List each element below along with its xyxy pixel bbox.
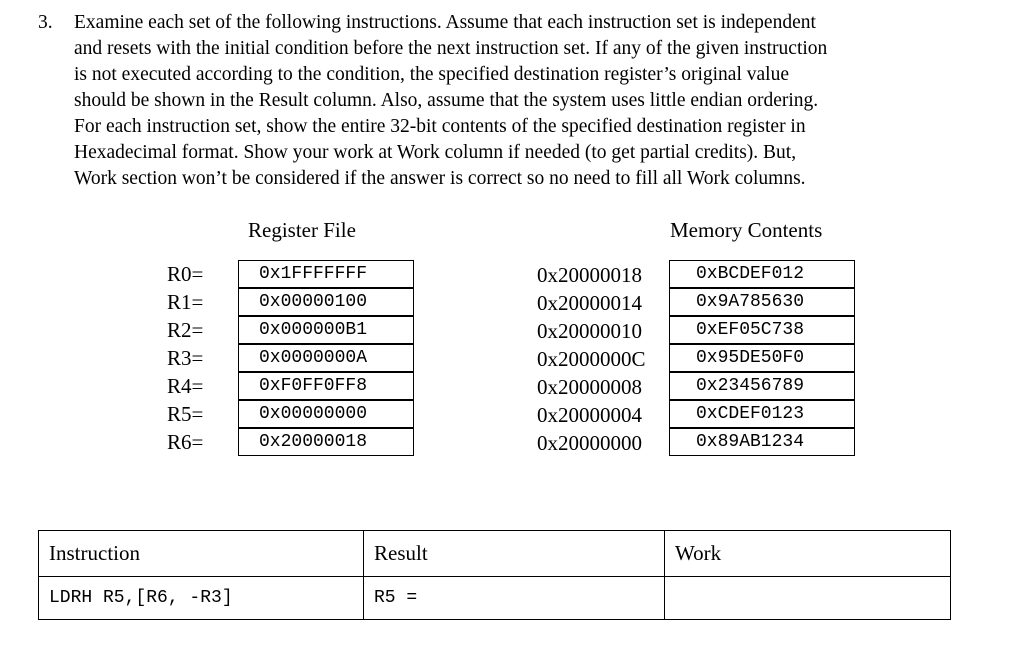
register-label-r2: R2=	[167, 318, 204, 342]
register-value-r1: 0x00000100	[238, 288, 414, 316]
memory-address: 0x2000000C	[537, 347, 646, 371]
question-number: 3.	[38, 12, 53, 33]
question-text	[74, 10, 984, 192]
memory-address: 0x20000010	[537, 319, 642, 343]
memory-address: 0x20000014	[537, 291, 642, 315]
column-header-result: Result	[364, 531, 665, 577]
memory-address: 0x20000004	[537, 403, 642, 427]
register-label-r6: R6=	[167, 430, 204, 454]
register-value-r6: 0x20000018	[238, 428, 414, 456]
memory-value: 0x95DE50F0	[669, 344, 855, 372]
register-value-r4: 0xF0FF0FF8	[238, 372, 414, 400]
register-label-r5: R5=	[167, 402, 204, 426]
register-value-r0: 0x1FFFFFFF	[238, 260, 414, 288]
instruction-cell: LDRH R5,[R6, -R3]	[39, 577, 364, 620]
register-value-r2: 0x000000B1	[238, 316, 414, 344]
register-label-r4: R4=	[167, 374, 204, 398]
table-row	[39, 577, 951, 620]
memory-address: 0x20000008	[537, 375, 642, 399]
answer-table	[38, 530, 951, 620]
memory-address: 0x20000000	[537, 431, 642, 455]
question-line: should be shown in the Result column. Also, assume that the system uses little endian ordering.	[74, 90, 819, 111]
register-label-r1: R1=	[167, 290, 204, 314]
memory-value: 0xEF05C738	[669, 316, 855, 344]
register-label-r0: R0=	[167, 262, 204, 286]
column-header-instruction: Instruction	[39, 531, 364, 577]
question-line: Work section won’t be considered if the answer is correct so no need to fill all Work columns.	[74, 168, 806, 189]
question-line: For each instruction set, show the entire 32-bit contents of the specified destination register in	[74, 116, 806, 137]
question-line: and resets with the initial condition before the next instruction set. If any of the given instruction	[74, 38, 828, 59]
memory-value: 0x23456789	[669, 372, 855, 400]
memory-value: 0xBCDEF012	[669, 260, 855, 288]
table-header-row	[39, 531, 951, 577]
question-line: is not executed according to the condition, the specified destination register’s original value	[74, 64, 789, 85]
work-cell[interactable]	[665, 577, 951, 620]
memory-contents-heading: Memory Contents	[670, 218, 823, 242]
memory-address: 0x20000018	[537, 263, 642, 287]
register-label-r3: R3=	[167, 346, 204, 370]
memory-value: 0x9A785630	[669, 288, 855, 316]
register-value-r5: 0x00000000	[238, 400, 414, 428]
column-header-work: Work	[665, 531, 951, 577]
register-file-heading: Register File	[248, 218, 356, 242]
question-line: Hexadecimal format. Show your work at Work column if needed (to get partial credits). But,	[74, 142, 797, 163]
memory-value: 0xCDEF0123	[669, 400, 855, 428]
memory-value: 0x89AB1234	[669, 428, 855, 456]
register-value-r3: 0x0000000A	[238, 344, 414, 372]
result-cell[interactable]: R5 =	[364, 577, 665, 620]
question-line: Examine each set of the following instructions. Assume that each instruction set is independent	[74, 12, 816, 33]
